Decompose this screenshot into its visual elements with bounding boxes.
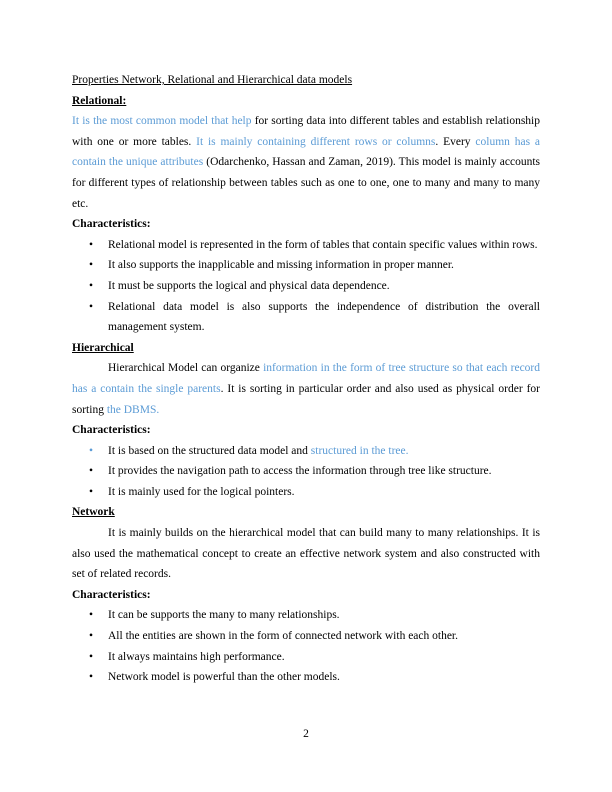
bullet-icon: • (89, 609, 94, 622)
bullet-icon: • (89, 259, 94, 272)
relational-text-1: It is the most common model that help (72, 115, 252, 128)
bullet-icon: • (89, 630, 94, 643)
list-item (72, 626, 540, 647)
list-item-highlight: structured in the tree. (310, 444, 409, 457)
bullet-icon: • (89, 300, 94, 313)
hierarchical-text-2: information in the form of tree structure so that each record has a contain the single parents (72, 362, 540, 395)
page-number: 2 (303, 728, 309, 740)
relational-paragraph (72, 111, 540, 214)
list-item (72, 276, 540, 297)
hierarchical-heading: Hierarchical (72, 341, 134, 354)
bullet-icon: • (89, 465, 94, 478)
bullet-icon: • (89, 650, 94, 663)
list-item (72, 605, 540, 626)
list-item (72, 667, 540, 688)
bullet-icon: • (89, 238, 94, 251)
relational-text-5: column has a contain the unique attributes (72, 135, 540, 169)
list-item-text: It provides the navigation path to access the information through tree like structure. (108, 465, 492, 478)
list-item-text: Relational model is represented in the form of tables that contain specific values within rows. (108, 238, 538, 251)
relational-text-6: (Odarchenko, Hassan and Zaman, 2019). This model is mainly accounts for different types of relationship between tables such as one to one, one to many and many to many etc. (72, 156, 540, 210)
bullet-icon: • (89, 279, 94, 292)
list-item (72, 461, 540, 482)
hierarchical-text-4: the DBMS. (106, 403, 160, 416)
list-item (72, 441, 540, 462)
hierarchical-text-1: Hierarchical Model can organize (108, 362, 264, 375)
document-page (72, 70, 540, 688)
network-paragraph: It is mainly builds on the hierarchical model that can build many to many relationships. It is also used the mathematical concept to create an effective network system and also constructed with set of related records. (72, 527, 540, 581)
bullet-icon: • (89, 444, 94, 457)
list-item-text: It always maintains high performance. (108, 650, 285, 663)
list-item-text: It also supports the inapplicable and missing information in proper manner. (108, 259, 454, 272)
list-item-text: It can be supports the many to many relationships. (108, 609, 340, 622)
relational-heading: Relational: (72, 94, 127, 107)
list-item-text: It must be supports the logical and physical data dependence. (108, 279, 390, 292)
bullet-icon: • (89, 671, 94, 684)
relational-characteristics-heading: Characteristics: (72, 218, 151, 231)
network-bullet-list (72, 605, 540, 687)
list-item-text: It is based on the structured data model and (108, 444, 311, 457)
hierarchical-text-3: . It is sorting in particular order and also used as physical order for sorting (72, 382, 540, 416)
list-item (72, 647, 540, 668)
network-heading: Network (72, 506, 115, 519)
list-item-text: Network model is powerful than the other models. (108, 671, 340, 684)
hierarchical-bullet-list (72, 441, 540, 503)
list-item (72, 255, 540, 276)
list-item (72, 297, 540, 338)
network-characteristics-heading: Characteristics: (72, 588, 151, 601)
list-item (72, 482, 540, 503)
relational-text-2: for sorting data into different tables and establish relationship with one or more tables. (72, 115, 540, 148)
hierarchical-characteristics-heading: Characteristics: (72, 424, 151, 437)
relational-bullet-list (72, 235, 540, 338)
bullet-icon: • (89, 485, 94, 498)
hierarchical-paragraph (72, 358, 540, 420)
list-item-text: Relational data model is also supports the independence of distribution the overall management system. (108, 300, 540, 334)
relational-text-4: . Every (435, 135, 476, 148)
page-title: Properties Network, Relational and Hierarchical data models (72, 74, 353, 86)
list-item (72, 235, 540, 256)
list-item-text: All the entities are shown in the form of connected network with each other. (108, 630, 459, 643)
relational-text-3: It is mainly containing different rows or columns (196, 135, 436, 148)
list-item-text: It is mainly used for the logical pointers. (108, 485, 295, 498)
